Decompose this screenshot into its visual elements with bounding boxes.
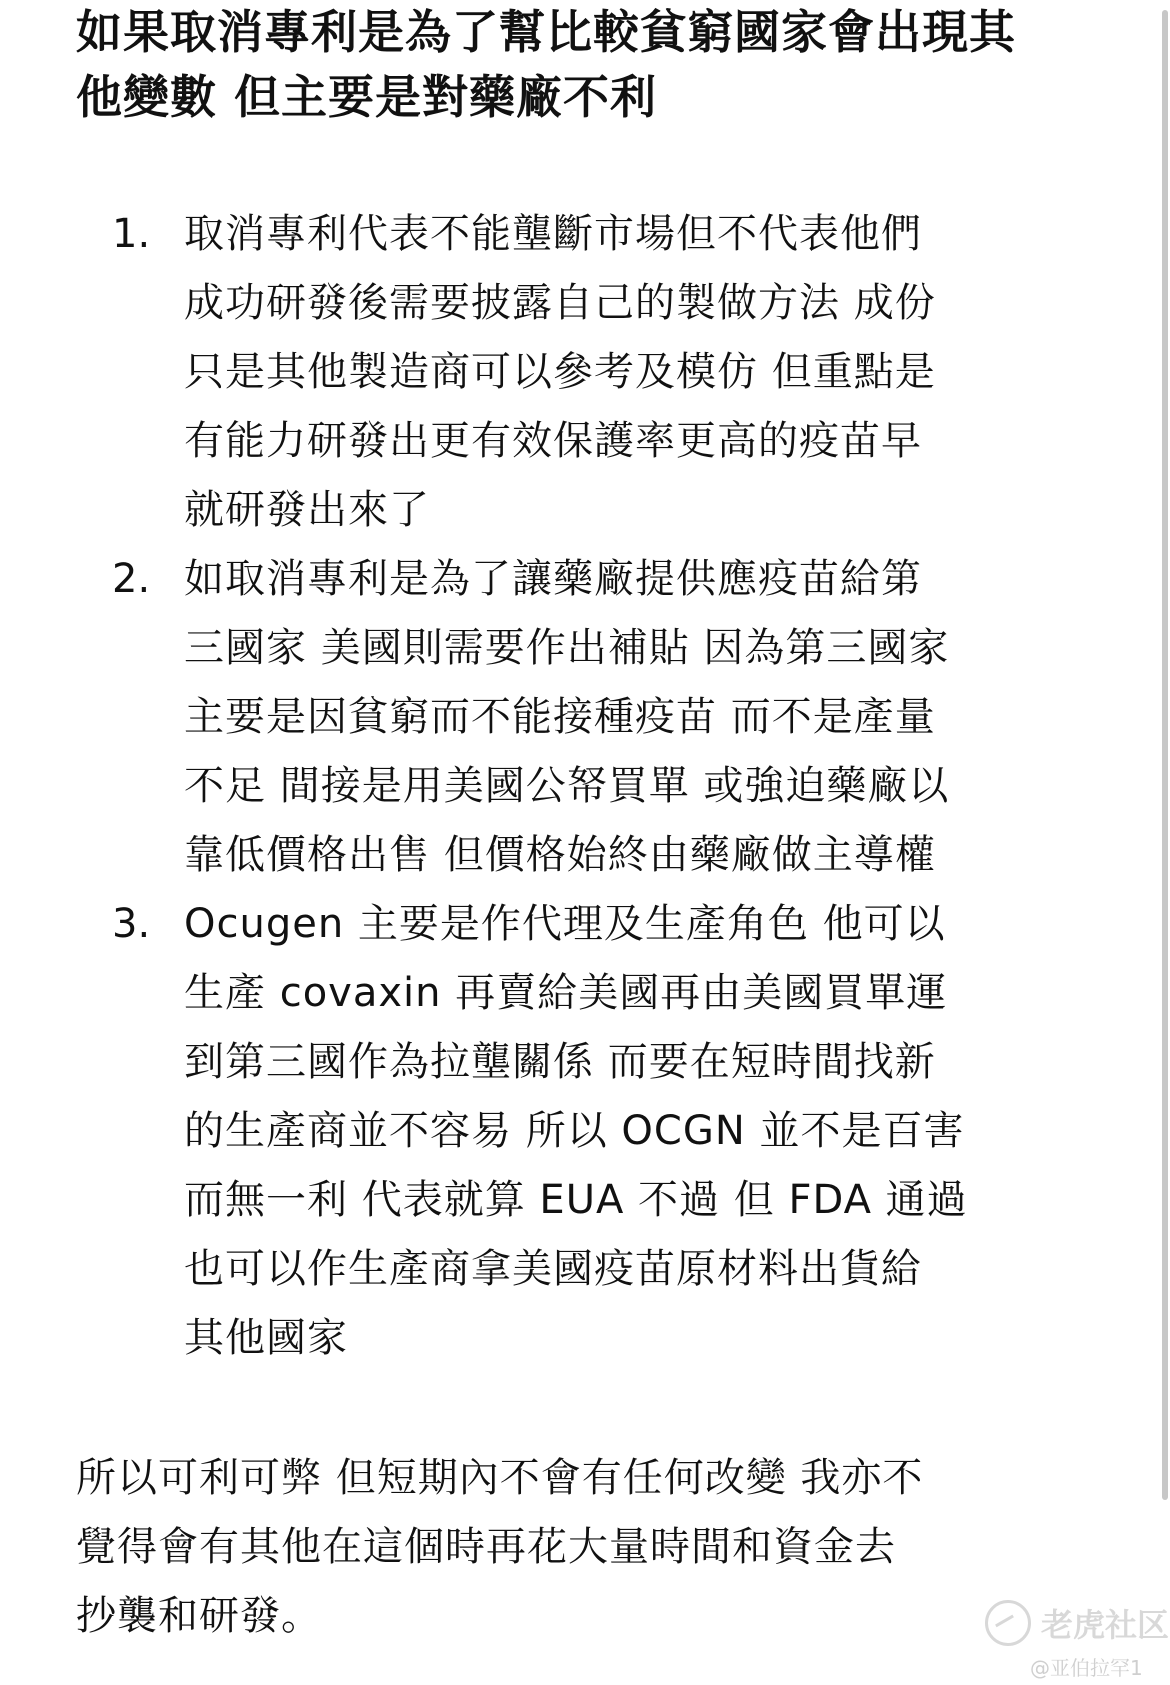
tiger-logo-icon xyxy=(985,1600,1031,1646)
post-heading xyxy=(76,0,1076,130)
heading-line: 如果取消專利是為了幫比較貧窮國家會出現其 xyxy=(76,5,1016,59)
text-line: 靠低價格出售 但價格始終由藥廠做主導權 xyxy=(184,832,936,878)
text-line: 到第三國作為拉壟關係 而要在短時間找新 xyxy=(184,1039,936,1085)
text-line: 生產 covaxin 再賣給美國再由美國買單運 xyxy=(184,970,948,1016)
text-line: Ocugen 主要是作代理及生產角色 他可以 xyxy=(184,901,946,947)
text-line: 所以可利可弊 但短期內不會有任何改變 我亦不 xyxy=(76,1455,924,1501)
text-line: 也可以作生產商拿美國疫苗原材料出貨給 xyxy=(184,1246,922,1292)
list-item xyxy=(0,545,1170,890)
list-item-text xyxy=(184,890,1104,1373)
list-number: 3. xyxy=(112,901,151,947)
watermark-brand xyxy=(985,1600,1169,1646)
numbered-list xyxy=(0,200,1170,1373)
heading-line: 他變數 但主要是對藥廠不利 xyxy=(76,70,658,124)
scrollbar[interactable] xyxy=(1162,10,1168,1500)
text-line: 只是其他製造商可以參考及模仿 但重點是 xyxy=(184,349,936,395)
text-line: 覺得會有其他在這個時再花大量時間和資金去 xyxy=(76,1524,896,1570)
list-number: 1. xyxy=(112,211,151,257)
text-line: 其他國家 xyxy=(184,1315,348,1361)
watermark-brand-text: 老虎社区 xyxy=(1041,1606,1170,1644)
list-number: 2. xyxy=(112,556,151,602)
text-line: 就研發出來了 xyxy=(184,487,430,533)
text-line: 如取消專利是為了讓藥廠提供應疫苗給第 xyxy=(184,556,922,602)
list-item xyxy=(0,890,1170,1373)
list-item-text xyxy=(184,200,1104,545)
text-line: 主要是因貧窮而不能接種疫苗 而不是產量 xyxy=(184,694,936,740)
text-line: 成功研發後需要披露自己的製做方法 成份 xyxy=(184,280,936,326)
text-line: 不足 間接是用美國公帑買單 或強迫藥廠以 xyxy=(184,763,950,809)
watermark-user: @亚伯拉罕1 xyxy=(1030,1656,1143,1680)
list-item-text xyxy=(184,545,1104,890)
text-line: 的生產商並不容易 所以 OCGN 並不是百害 xyxy=(184,1108,965,1154)
text-line: 取消專利代表不能壟斷市場但不代表他們 xyxy=(184,211,922,257)
text-line: 有能力研發出更有效保護率更高的疫苗早 xyxy=(184,418,922,464)
text-line: 三國家 美國則需要作出補貼 因為第三國家 xyxy=(184,625,950,671)
conclusion-paragraph xyxy=(76,1444,1086,1651)
text-line: 抄襲和研發。 xyxy=(76,1593,322,1639)
list-item xyxy=(0,200,1170,545)
text-line: 而無一利 代表就算 EUA 不過 但 FDA 通過 xyxy=(184,1177,968,1223)
